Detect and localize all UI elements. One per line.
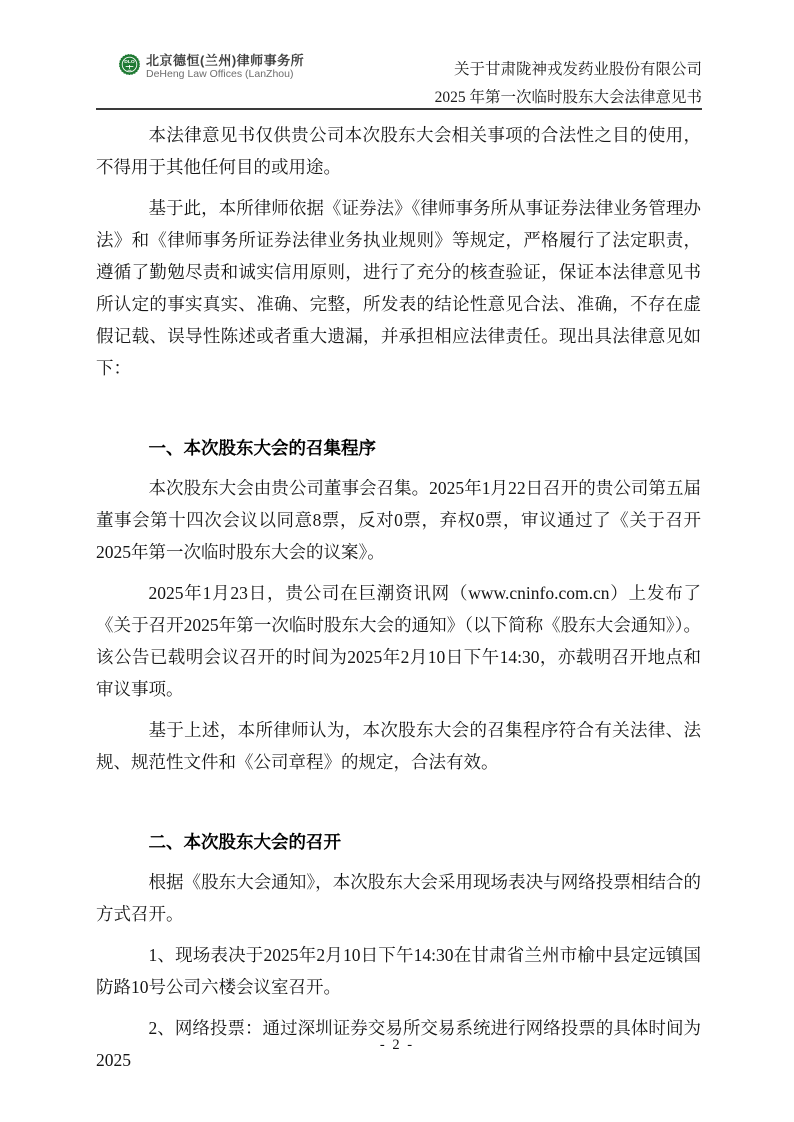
document-body xyxy=(96,119,701,1085)
firm-name-block xyxy=(146,53,304,81)
body-paragraph: 本次股东大会由贵公司董事会召集。2025年1月22日召开的贵公司第五届董事会第十四次会议以同意8票，反对0票，弃权0票，审议通过了《关于召开2025年第一次临时股东大会的议案》。 xyxy=(96,478,701,562)
svg-text:DLO: DLO xyxy=(124,59,135,66)
body-paragraph: 基于此，本所律师依据《证券法》《律师事务所从事证券法律业务管理办法》和《律师事务所证券法律业务执业规则》等规定，严格履行了法定职责，遵循了勤勉尽责和诚实信用原则，进行了充分的核查验证，保证本法律意见书所认定的事实真实、准确、完整，所发表的结论性意见合法、准确，不存在虚假记载、误导性陈述或者重大遗漏，并承担相应法律责任。现出具法律意见如下： xyxy=(96,198,701,378)
body-paragraph: 本法律意见书仅供贵公司本次股东大会相关事项的合法性之目的使用，不得用于其他任何目的或用途。 xyxy=(96,125,701,177)
law-firm-identity xyxy=(118,50,304,81)
body-paragraph: 根据《股东大会通知》，本次股东大会采用现场表决与网络投票相结合的方式召开。 xyxy=(96,872,701,924)
body-paragraph: 2、网络投票：通过深圳证券交易所交易系统进行网络投票的具体时间为2025 xyxy=(96,1018,701,1070)
firm-name-zh: 北京德恒(兰州)律师事务所 xyxy=(146,53,305,68)
document-title-line1: 关于甘肃陇神戎发药业股份有限公司 xyxy=(453,61,702,78)
section-heading: 二、本次股东大会的召开 xyxy=(148,832,341,852)
page-number: - 2 - xyxy=(379,1037,415,1053)
deheng-seal-icon xyxy=(118,53,141,76)
body-paragraph: 2025年1月23日，贵公司在巨潮资讯网（www.cninfo.com.cn）上发布了《关于召开2025年第一次临时股东大会的通知》（以下简称《股东大会通知》）。该公告已载明会议召开的时间为2025年2月10日下午14:30，亦载明召开地点和审议事项。 xyxy=(96,583,701,699)
page-header xyxy=(96,50,702,112)
firm-name-en: DeHeng Law Offices (LanZhou) xyxy=(146,68,294,80)
section-heading: 一、本次股东大会的召集程序 xyxy=(148,438,376,458)
body-paragraph: 1、现场表决于2025年2月10日下午14:30在甘肃省兰州市榆中县定远镇国防路10号公司六楼会议室召开。 xyxy=(96,945,701,997)
document-title-line2: 2025 年第一次临时股东大会法律意见书 xyxy=(434,89,702,106)
document-title-block xyxy=(435,50,702,112)
body-paragraph: 基于上述，本所律师认为，本次股东大会的召集程序符合有关法律、法规、规范性文件和《公司章程》的规定，合法有效。 xyxy=(96,720,701,772)
header-divider xyxy=(96,108,702,110)
